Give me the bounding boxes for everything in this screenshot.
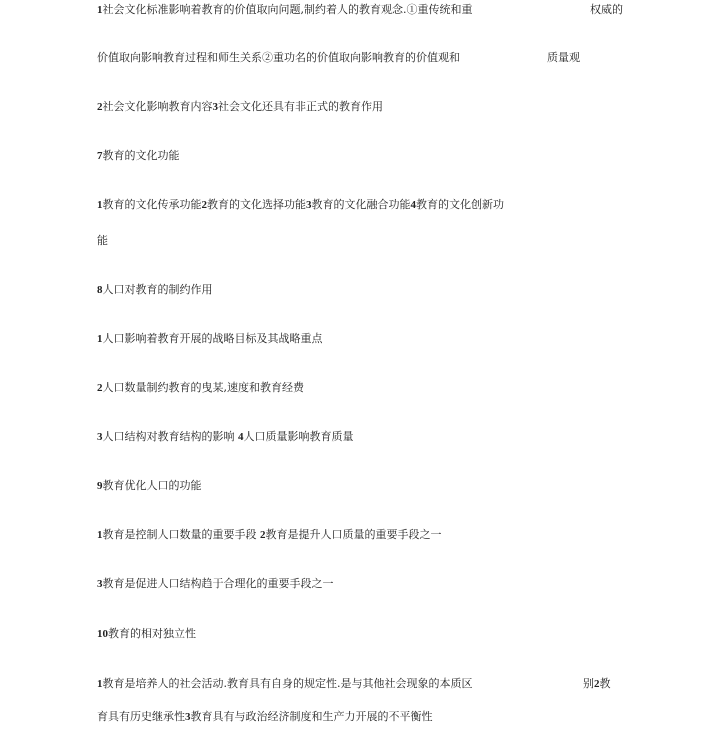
- heading-10: 10教育的相对独立性: [97, 627, 196, 640]
- text-line-2-end: 质量观: [547, 51, 580, 64]
- text-line-1-end: 权威的: [590, 3, 623, 16]
- heading-8: 8人口对教育的制约作用: [97, 283, 213, 296]
- heading-9: 9教育优化人口的功能: [97, 479, 202, 492]
- text-line-15: 1教育是培养人的社会活动.教育具有自身的规定性.是与其他社会现象的本质区: [97, 677, 473, 690]
- text-line-6: 能: [97, 234, 108, 247]
- text-line-2: 价值取向影响教育过程和师生关系②重功名的价值取向影响教育的价值观和: [97, 51, 460, 64]
- heading-7: 7教育的文化功能: [97, 149, 180, 162]
- text-line-13: 3教育是促进人口结构趋于合理化的重要手段之一: [97, 577, 334, 590]
- text-line-1: 1社会文化标准影响着教育的价值取向问题,制约着人的教育观念.①重传统和重: [97, 3, 473, 16]
- text-line-8: 1人口影响着教育开展的战略目标及其战略重点: [97, 332, 323, 345]
- text-line-5: 1教育的文化传承功能2教育的文化选择功能3教育的文化融合功能4教育的文化创新功: [97, 198, 504, 211]
- text-line-3: 2社会文化影响教育内容3社会文化还具有非正式的教育作用: [97, 100, 383, 113]
- text-line-12: 1教育是控制人口数量的重要手段 2教育是提升人口质量的重要手段之一: [97, 528, 442, 541]
- text-line-16: 育具有历史继承性3教育具有与政治经济制度和生产力开展的不平衡性: [97, 710, 433, 723]
- text-line-9: 2人口数量制约教育的曳某,速度和教育经费: [97, 381, 304, 394]
- text-line-10: 3人口结构对教育结构的影响 4人口质量影响教育质量: [97, 430, 354, 443]
- text-line-15-end: 别2教: [583, 677, 611, 690]
